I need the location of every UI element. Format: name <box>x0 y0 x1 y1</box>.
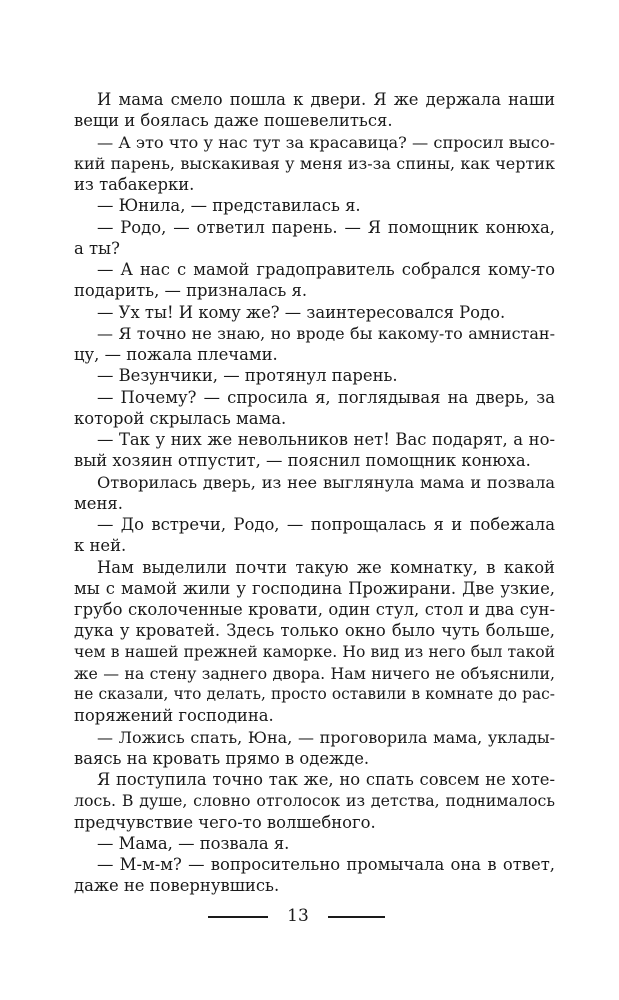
text-line: предчувствие чего-то волшебного. <box>74 812 376 832</box>
text-line: — Ух ты! И кому же? — заинтересовался Родо. <box>97 302 506 322</box>
text-line: Я поступила точно так же, но спать совсем не хоте- <box>97 770 555 789</box>
text-line: не сказали, что делать, просто оставили в комнате до рас- <box>74 685 555 703</box>
text-line: Отворилась дверь, из нее выглянула мама и позвала <box>97 472 555 492</box>
text-line: — Юнила, — представилась я. <box>97 196 361 216</box>
text-line: даже не повернувшись. <box>74 876 280 896</box>
text-line: — Везунчики, — протянул парень. <box>97 366 398 386</box>
text-line: подарить, — призналась я. <box>74 281 308 301</box>
text-line: чем в нашей прежней каморке. Но вид из него был такой <box>74 642 555 661</box>
text-line: меня. <box>74 493 123 513</box>
text-line: поряжений господина. <box>74 706 274 726</box>
footer-rule-left <box>208 916 268 918</box>
text-line: — Мама, — позвала я. <box>97 833 290 853</box>
page-footer <box>0 904 619 928</box>
text-line: лось. В душе, словно отголосок из детства, поднималось <box>74 791 555 811</box>
text-line: — Я точно не знаю, но вроде бы какому-то амнистан- <box>97 323 555 343</box>
text-line: которой скрылась мама. <box>74 408 287 428</box>
page-text <box>74 89 555 897</box>
text-line: И мама смело пошла к двери. Я же держала наши <box>97 90 555 109</box>
text-line: — Ложись спать, Юна, — проговорила мама, уклады- <box>97 727 555 747</box>
text-line: — До встречи, Родо, — попрощалась я и побежала <box>97 515 555 534</box>
text-line: а ты? <box>74 238 120 258</box>
text-line: из табакерки. <box>74 175 195 194</box>
text-line: цу, — пожала плечами. <box>74 345 278 364</box>
text-line: ваясь на кровать прямо в одежде. <box>74 748 370 768</box>
text-line: — А нас с мамой градоправитель собрался кому-то <box>97 260 555 279</box>
text-line: кий парень, выскакивая у меня из-за спины, как чертик <box>74 153 555 173</box>
text-line: же — на стену заднего двора. Нам ничего не объяснили, <box>74 663 555 683</box>
text-line: грубо сколоченные кровати, один стул, стол и два сун- <box>74 600 555 619</box>
text-line: дука у кроватей. Здесь только окно было чуть больше, <box>74 621 555 641</box>
text-line: к ней. <box>74 536 127 556</box>
page-number: 13 <box>287 906 309 926</box>
text-line: Нам выделили почти такую же комнатку, в какой <box>97 557 555 577</box>
text-line: — Родо, — ответил парень. — Я помощник конюха, <box>97 217 555 237</box>
footer-rule-right <box>328 916 385 918</box>
text-line: вый хозяин отпустит, — пояснил помощник конюха. <box>74 451 531 471</box>
text-line: — М-м-м? — вопросительно промычала она в ответ, <box>97 855 555 874</box>
text-line: — А это что у нас тут за красавица? — спросил высо- <box>97 132 555 152</box>
text-line: мы с мамой жили у господина Прожирани. Две узкие, <box>74 578 555 598</box>
text-line: — Так у них же невольников нет! Вас подарят, а но- <box>97 430 555 449</box>
text-line: вещи и боялась даже пошевелиться. <box>74 111 393 131</box>
text-line: — Почему? — спросила я, поглядывая на дверь, за <box>97 387 555 407</box>
